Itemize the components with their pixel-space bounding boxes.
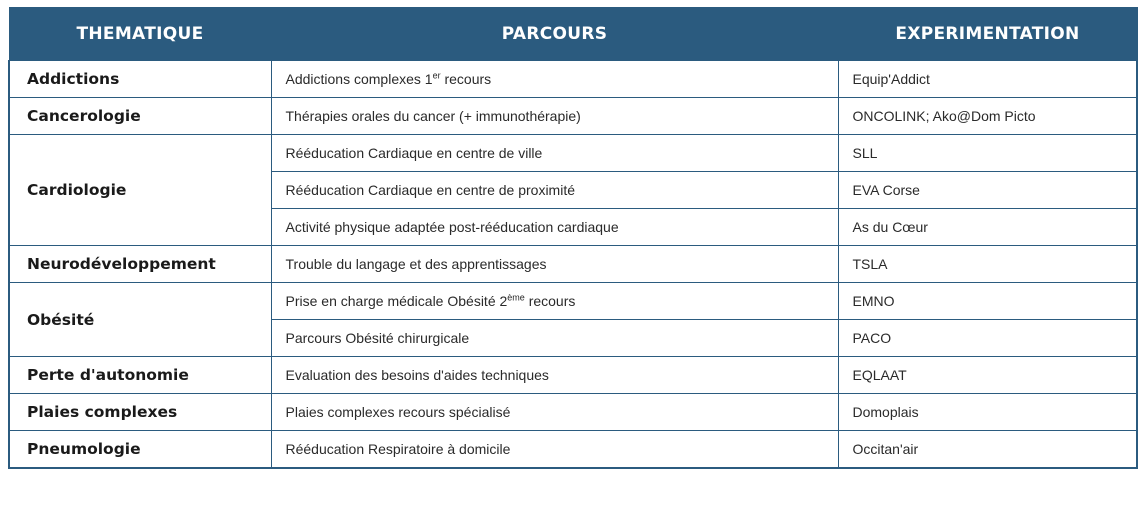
table-body bbox=[9, 61, 1137, 469]
table-header bbox=[9, 8, 1137, 61]
parcours-text: Prise en charge médicale Obésité 2 bbox=[285, 293, 508, 309]
parcours-text: Parcours Obésité chirurgicale bbox=[285, 330, 470, 346]
parcours-superscript: er bbox=[432, 70, 441, 81]
parcours-superscript: ème bbox=[507, 292, 525, 303]
table-row bbox=[9, 98, 1137, 135]
parcours-text-after: recours bbox=[524, 293, 576, 309]
table-wrapper bbox=[8, 7, 1136, 469]
cell-experimentation: ONCOLINK; Ako@Dom Picto bbox=[838, 98, 1137, 135]
cell-parcours bbox=[271, 283, 838, 320]
cell-thematique: Cancerologie bbox=[9, 98, 271, 135]
cell-thematique: Pneumologie bbox=[9, 431, 271, 469]
parcours-text: Evaluation des besoins d'aides techniques bbox=[285, 367, 549, 383]
cell-parcours bbox=[271, 209, 838, 246]
table-row bbox=[9, 431, 1137, 469]
parcours-text-after: recours bbox=[440, 71, 492, 87]
header-parcours: PARCOURS bbox=[271, 8, 838, 61]
header-thematique: THEMATIQUE bbox=[9, 8, 271, 61]
cell-parcours bbox=[271, 394, 838, 431]
cell-experimentation: TSLA bbox=[838, 246, 1137, 283]
cell-parcours bbox=[271, 98, 838, 135]
parcours-text: Addictions complexes 1 bbox=[285, 71, 433, 87]
cell-experimentation: PACO bbox=[838, 320, 1137, 357]
parcours-text: Activité physique adaptée post-rééducation cardiaque bbox=[285, 219, 619, 235]
table-row bbox=[9, 135, 1137, 172]
cell-thematique: Addictions bbox=[9, 61, 271, 98]
cell-thematique: Cardiologie bbox=[9, 135, 271, 246]
cell-experimentation: EVA Corse bbox=[838, 172, 1137, 209]
header-experimentation: EXPERIMENTATION bbox=[838, 8, 1137, 61]
cell-experimentation: EMNO bbox=[838, 283, 1137, 320]
parcours-text: Rééducation Respiratoire à domicile bbox=[285, 441, 511, 457]
parcours-text: Rééducation Cardiaque en centre de proximité bbox=[285, 182, 576, 198]
parcours-text: Trouble du langage et des apprentissages bbox=[285, 256, 547, 272]
cell-parcours bbox=[271, 431, 838, 469]
cell-experimentation: Equip'Addict bbox=[838, 61, 1137, 98]
table-row bbox=[9, 283, 1137, 320]
cell-thematique: Obésité bbox=[9, 283, 271, 357]
table-row bbox=[9, 61, 1137, 98]
cell-thematique: Neurodéveloppement bbox=[9, 246, 271, 283]
cell-parcours bbox=[271, 135, 838, 172]
parcours-text: Plaies complexes recours spécialisé bbox=[285, 404, 511, 420]
cell-experimentation: EQLAAT bbox=[838, 357, 1137, 394]
cell-parcours bbox=[271, 61, 838, 98]
table-row bbox=[9, 246, 1137, 283]
cell-thematique: Plaies complexes bbox=[9, 394, 271, 431]
cell-experimentation: As du Cœur bbox=[838, 209, 1137, 246]
cell-parcours bbox=[271, 357, 838, 394]
cell-parcours bbox=[271, 320, 838, 357]
cell-parcours bbox=[271, 172, 838, 209]
cell-experimentation: Occitan'air bbox=[838, 431, 1137, 469]
table-row bbox=[9, 357, 1137, 394]
parcours-text: Thérapies orales du cancer (+ immunothérapie) bbox=[285, 108, 581, 124]
cell-thematique: Perte d'autonomie bbox=[9, 357, 271, 394]
cell-experimentation: SLL bbox=[838, 135, 1137, 172]
header-row bbox=[9, 8, 1137, 61]
cell-parcours bbox=[271, 246, 838, 283]
parcours-text: Rééducation Cardiaque en centre de ville bbox=[285, 145, 543, 161]
cell-experimentation: Domoplais bbox=[838, 394, 1137, 431]
experimentation-table bbox=[8, 7, 1138, 469]
table-row bbox=[9, 394, 1137, 431]
